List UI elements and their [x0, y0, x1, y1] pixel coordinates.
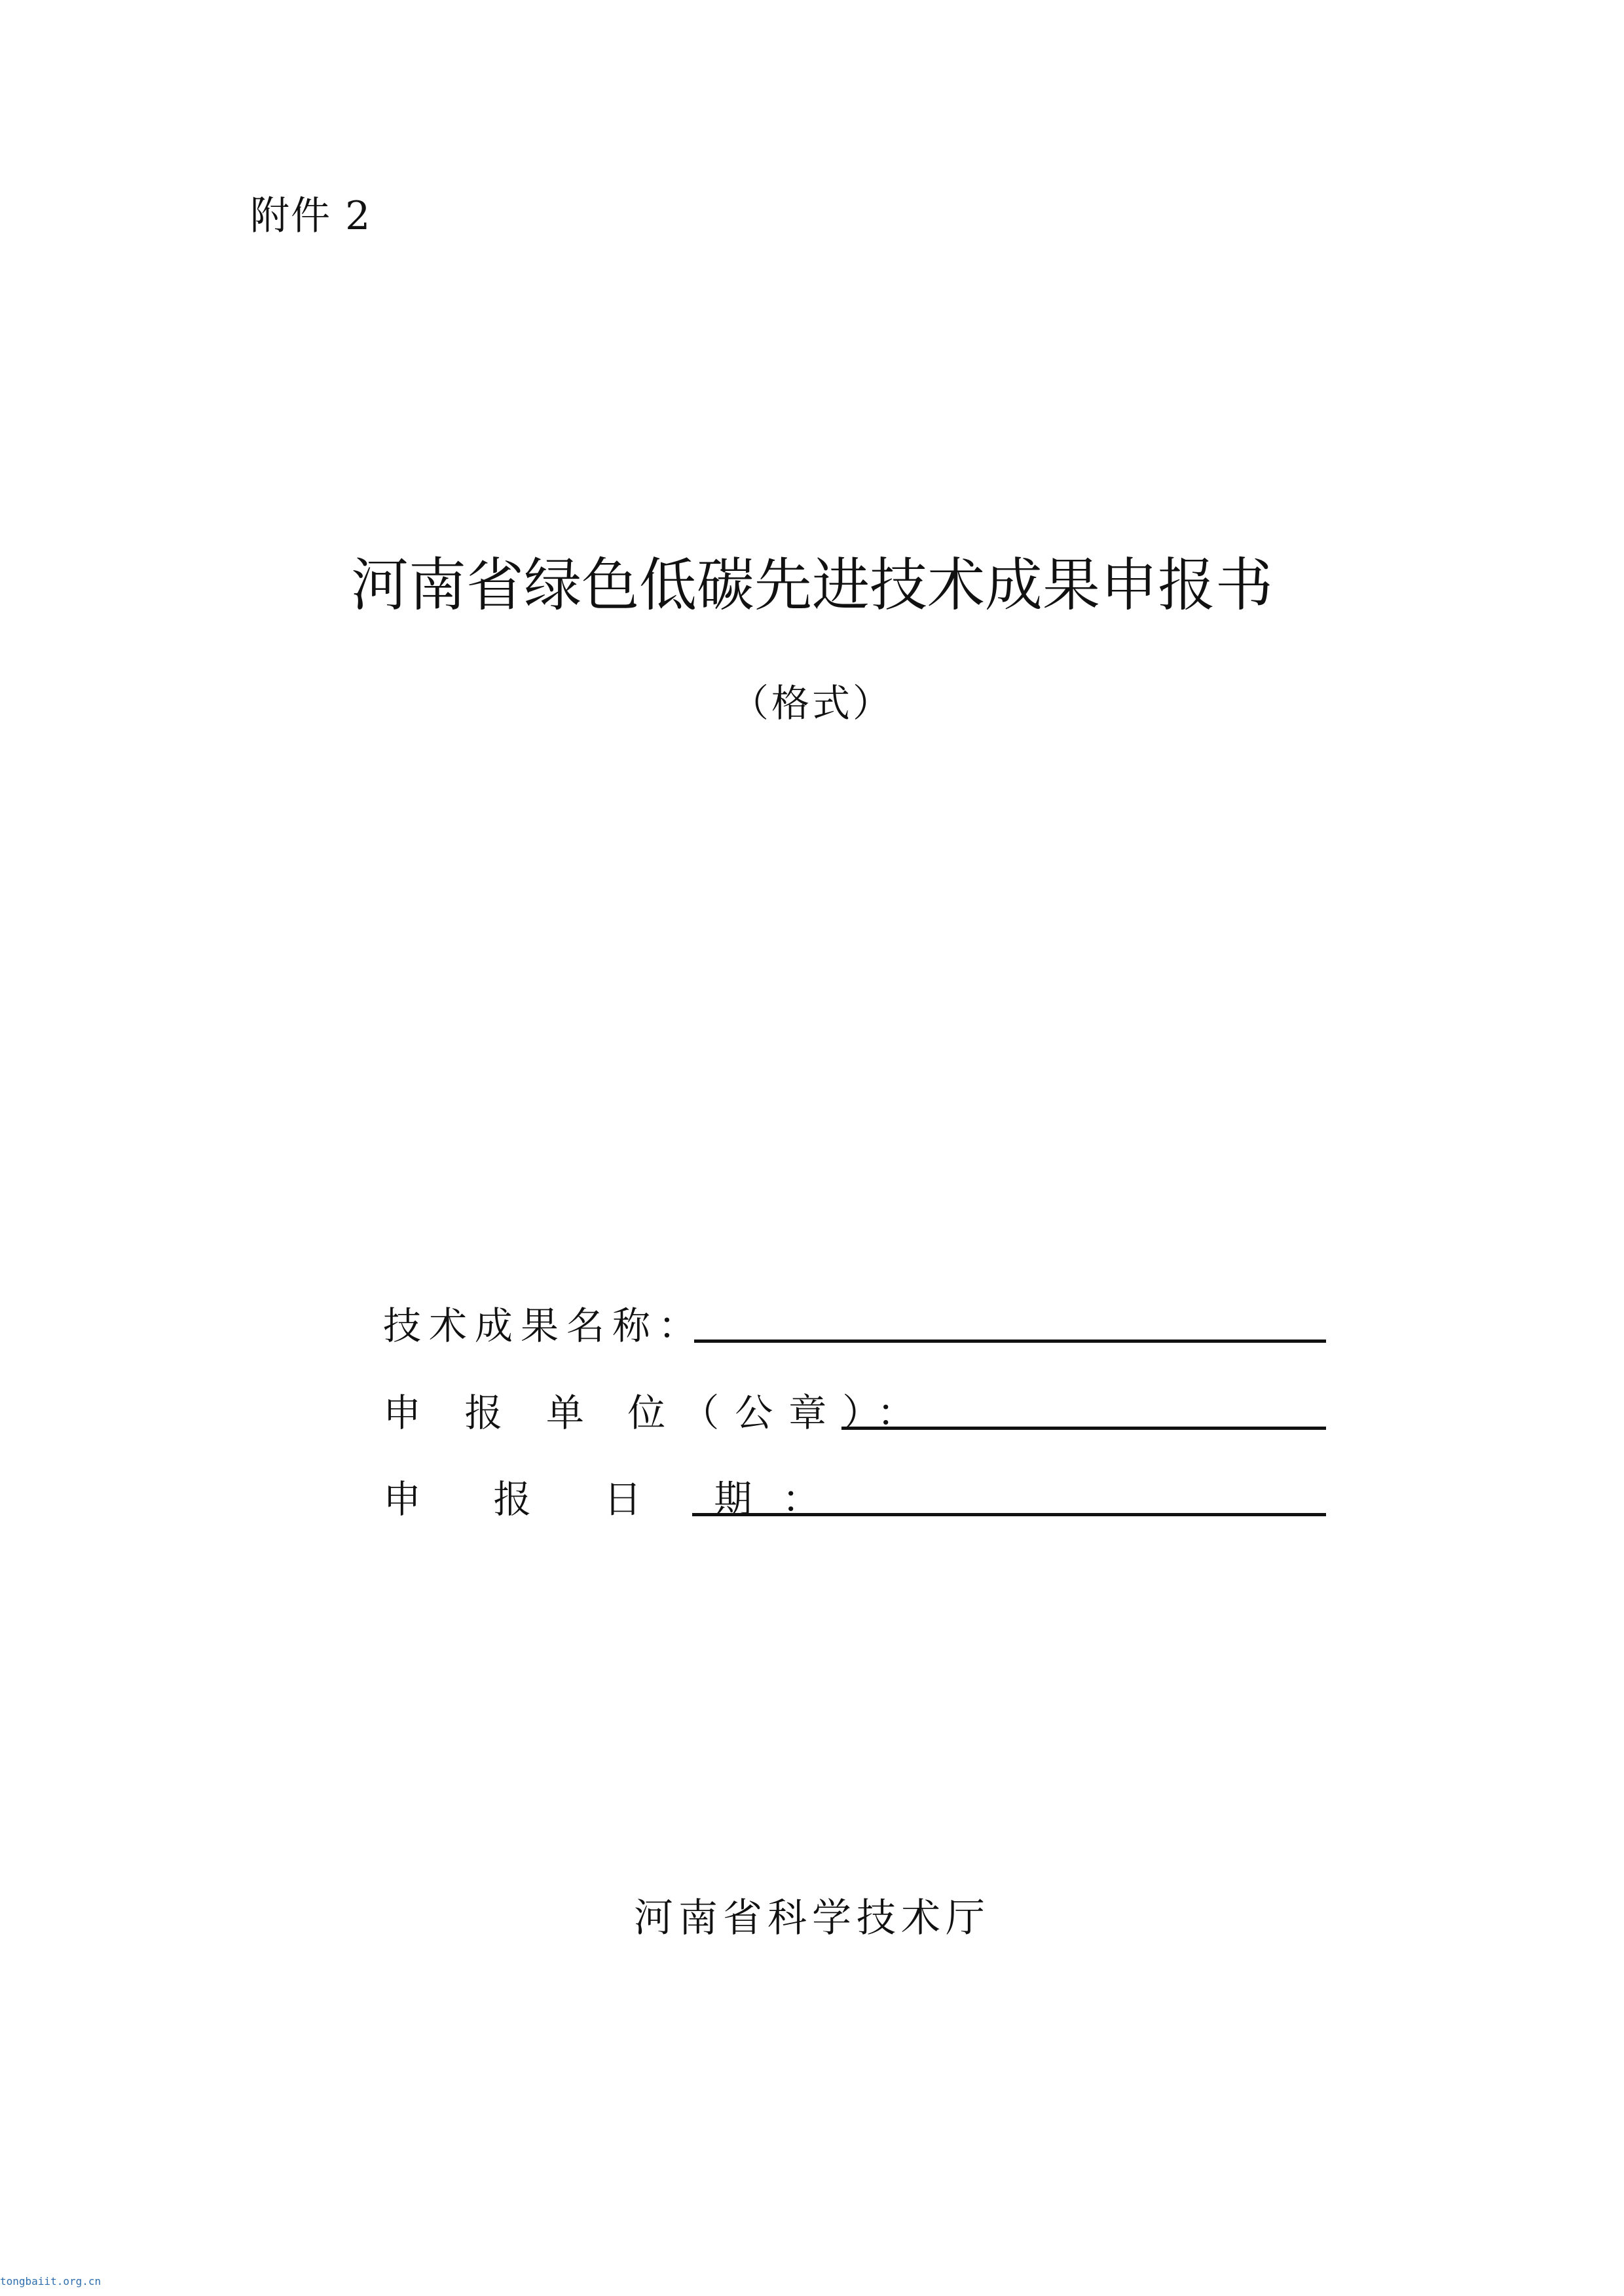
- field-line-achievement-name[interactable]: [694, 1339, 1326, 1343]
- field-line-applicant-unit[interactable]: [841, 1427, 1326, 1430]
- attachment-label: 附件 2: [250, 193, 372, 239]
- issuer-name: 河南省科学技术厅: [634, 1895, 990, 1941]
- field-label-application-date: 申 报 日 期：: [383, 1477, 851, 1522]
- watermark-text: tongbaiit.org.cn: [0, 2275, 101, 2287]
- document-title: 河南省绿色低碳先进技术成果申报书: [350, 551, 1273, 619]
- field-line-application-date[interactable]: [692, 1513, 1326, 1516]
- field-achievement-name: [383, 1300, 1326, 1352]
- field-label-achievement-name: 技术成果名称：: [383, 1303, 705, 1348]
- document-subtitle: （格式）: [730, 681, 893, 725]
- field-label-applicant-unit: 申 报 单 位（公章）：: [383, 1391, 931, 1435]
- field-applicant-unit: [383, 1387, 1326, 1439]
- field-application-date: [383, 1473, 1326, 1525]
